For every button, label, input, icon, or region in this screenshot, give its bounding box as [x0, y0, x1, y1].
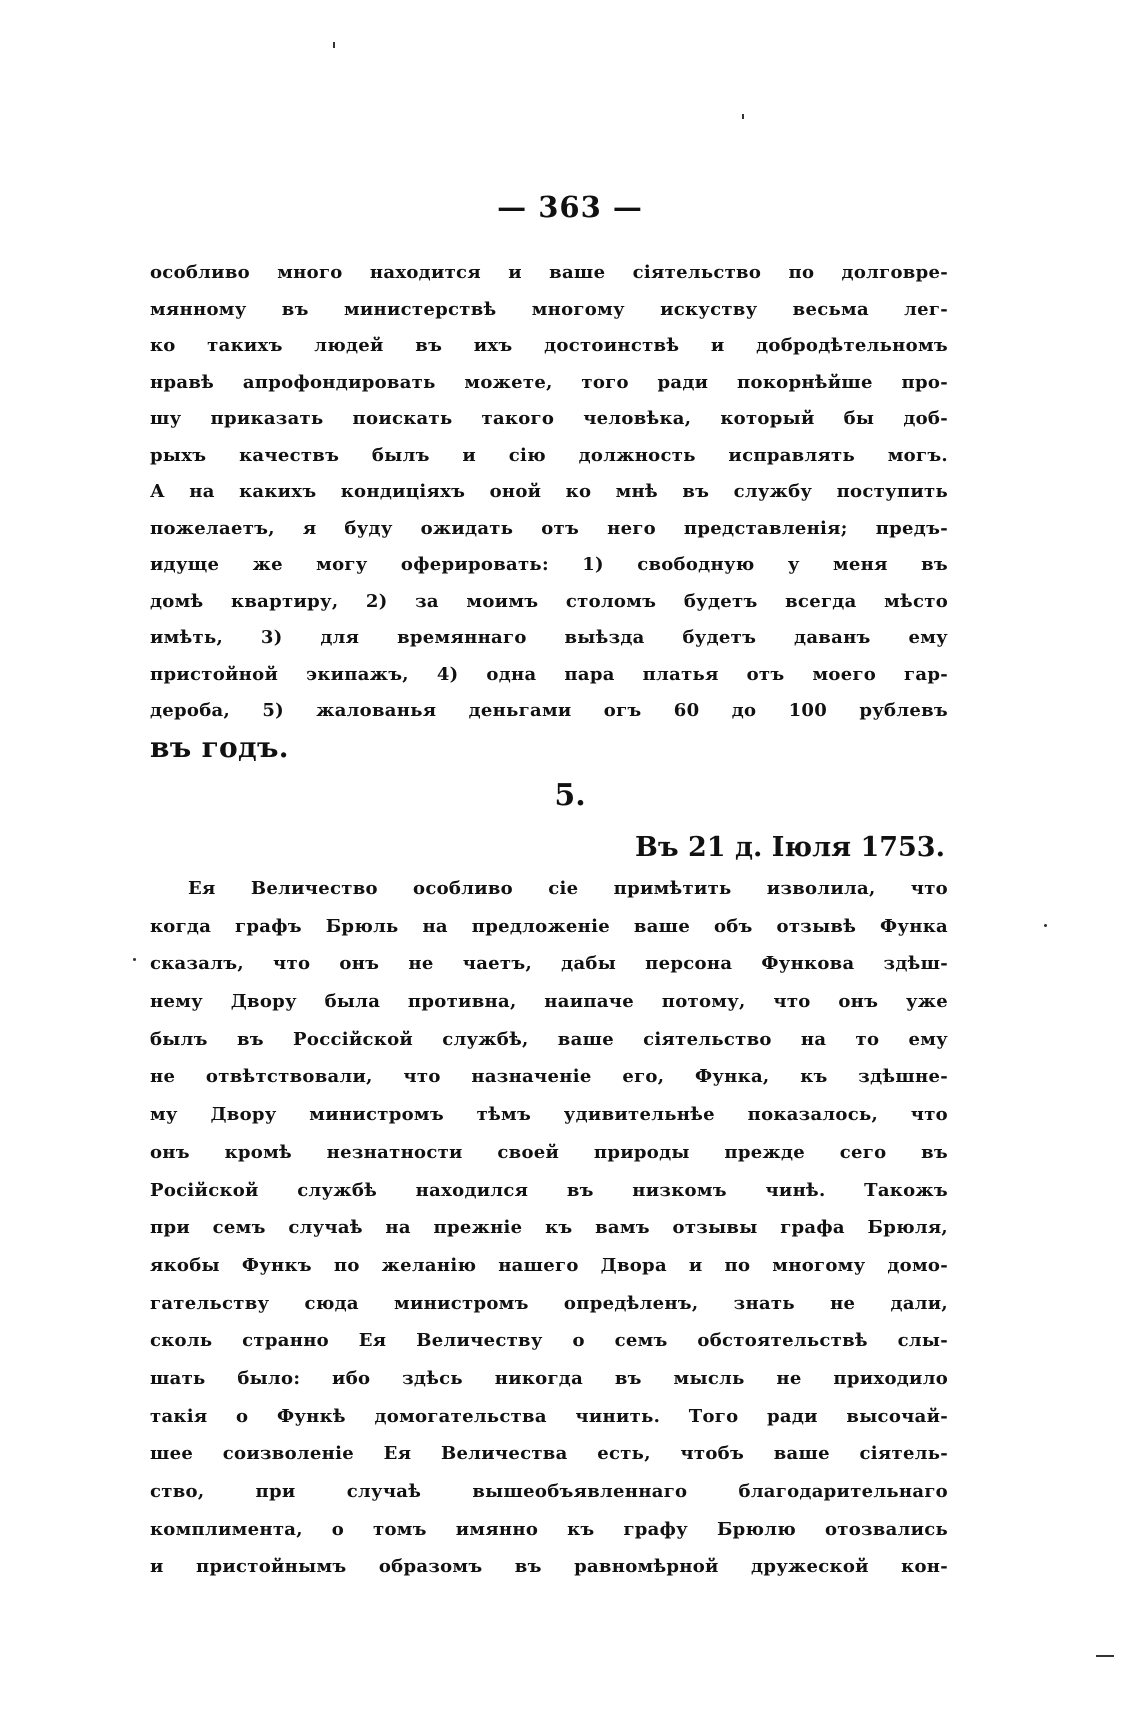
scan-speck — [742, 114, 744, 119]
section-date: Въ 21 д. Іюля 1753. — [635, 832, 945, 863]
text-line: нравѣ апрофондировать можете, того ради покорнѣйше про- — [150, 371, 948, 393]
text-line: идуще же могу оферировать: 1) свободную у меня въ — [150, 554, 948, 575]
text-line: дероба, 5) жалованья деньгами огъ 60 до 100 рублевъ — [150, 700, 948, 721]
text-line: и пристойнымъ образомъ въ равномѣрной дружеской кон- — [150, 1556, 948, 1578]
text-line: А на какихъ кондиціяхъ оной ко мнѣ въ службу поступить — [150, 481, 948, 502]
text-line: мянному въ министерствѣ многому искуству весьма лег- — [150, 298, 948, 320]
text-line: особливо много находится и ваше сіятельство по долговре- — [150, 262, 948, 283]
text-line: имѣть, 3) для времяннаго выѣзда будетъ даванъ ему — [150, 627, 948, 648]
top-paragraph — [150, 255, 948, 766]
letter-paragraph — [150, 870, 948, 1586]
text-line: якобы Функъ по желанію нашего Двора и по многому домо- — [150, 1254, 948, 1276]
text-line: когда графъ Брюль на предложеніе ваше объ отзывѣ Функа — [150, 915, 948, 937]
text-line: Російской службѣ находился въ низкомъ чинѣ. Такожъ — [150, 1179, 948, 1201]
text-line: былъ въ Россійской службѣ, ваше сіятельство на то ему — [150, 1028, 948, 1050]
scan-speck — [333, 42, 335, 48]
text-line: шать было: ибо здѣсь никогда въ мысль не приходило — [150, 1367, 948, 1389]
text-line: гательству сюда министромъ опредѣленъ, знать не дали, — [150, 1292, 948, 1314]
scan-speck — [133, 958, 136, 961]
text-line: ство, при случаѣ вышеобъявленнаго благодарительнаго — [150, 1481, 948, 1502]
text-line: шу приказать поискать такого человѣка, который бы доб- — [150, 408, 948, 429]
text-line: не отвѣтствовали, что назначеніе его, Функа, къ здѣшне- — [150, 1066, 948, 1088]
text-line: сколь странно Ея Величеству о семъ обстоятельствѣ слы- — [150, 1330, 948, 1352]
scan-speck — [1044, 924, 1047, 927]
text-line: пожелаетъ, я буду ожидать отъ него представленія; предъ- — [150, 517, 948, 539]
text-line: пристойной экипажъ, 4) одна пара платья отъ моего гар- — [150, 663, 948, 685]
text-line: комплимента, о томъ имянно къ графу Брюлю отозвались — [150, 1518, 948, 1540]
text-line: рыхъ качествъ былъ и сію должность исправлять могъ. — [150, 444, 948, 466]
scan-speck — [1096, 1655, 1114, 1657]
text-line: онъ кромѣ незнатности своей природы прежде сего въ — [150, 1141, 948, 1163]
text-line: при семъ случаѣ на прежніе къ вамъ отзывы графа Брюля, — [150, 1217, 948, 1239]
text-line: нему Двору была противна, наипаче потому, что онъ уже — [150, 991, 948, 1013]
section-number: 5. — [554, 778, 586, 813]
text-line: ко такихъ людей въ ихъ достоинствѣ и добродѣтельномъ — [150, 335, 948, 356]
text-line: му Двору министромъ тѣмъ удивительнѣе показалось, что — [150, 1104, 948, 1126]
text-line: сказалъ, что онъ не чаетъ, дабы персона Функова здѣш- — [150, 953, 948, 975]
text-line: въ годъ. — [150, 730, 289, 764]
text-line: такія о Функѣ домогательства чинить. Того ради высочай- — [150, 1405, 948, 1427]
text-line: шее соизволеніе Ея Величества есть, чтобъ ваше сіятель- — [150, 1443, 948, 1465]
text-line: Ея Величество особливо сіе примѣтить изволила, что — [188, 878, 948, 899]
page-number: — 363 — — [497, 190, 643, 224]
text-line: домѣ квартиру, 2) за моимъ столомъ будетъ всегда мѣсто — [150, 590, 948, 612]
